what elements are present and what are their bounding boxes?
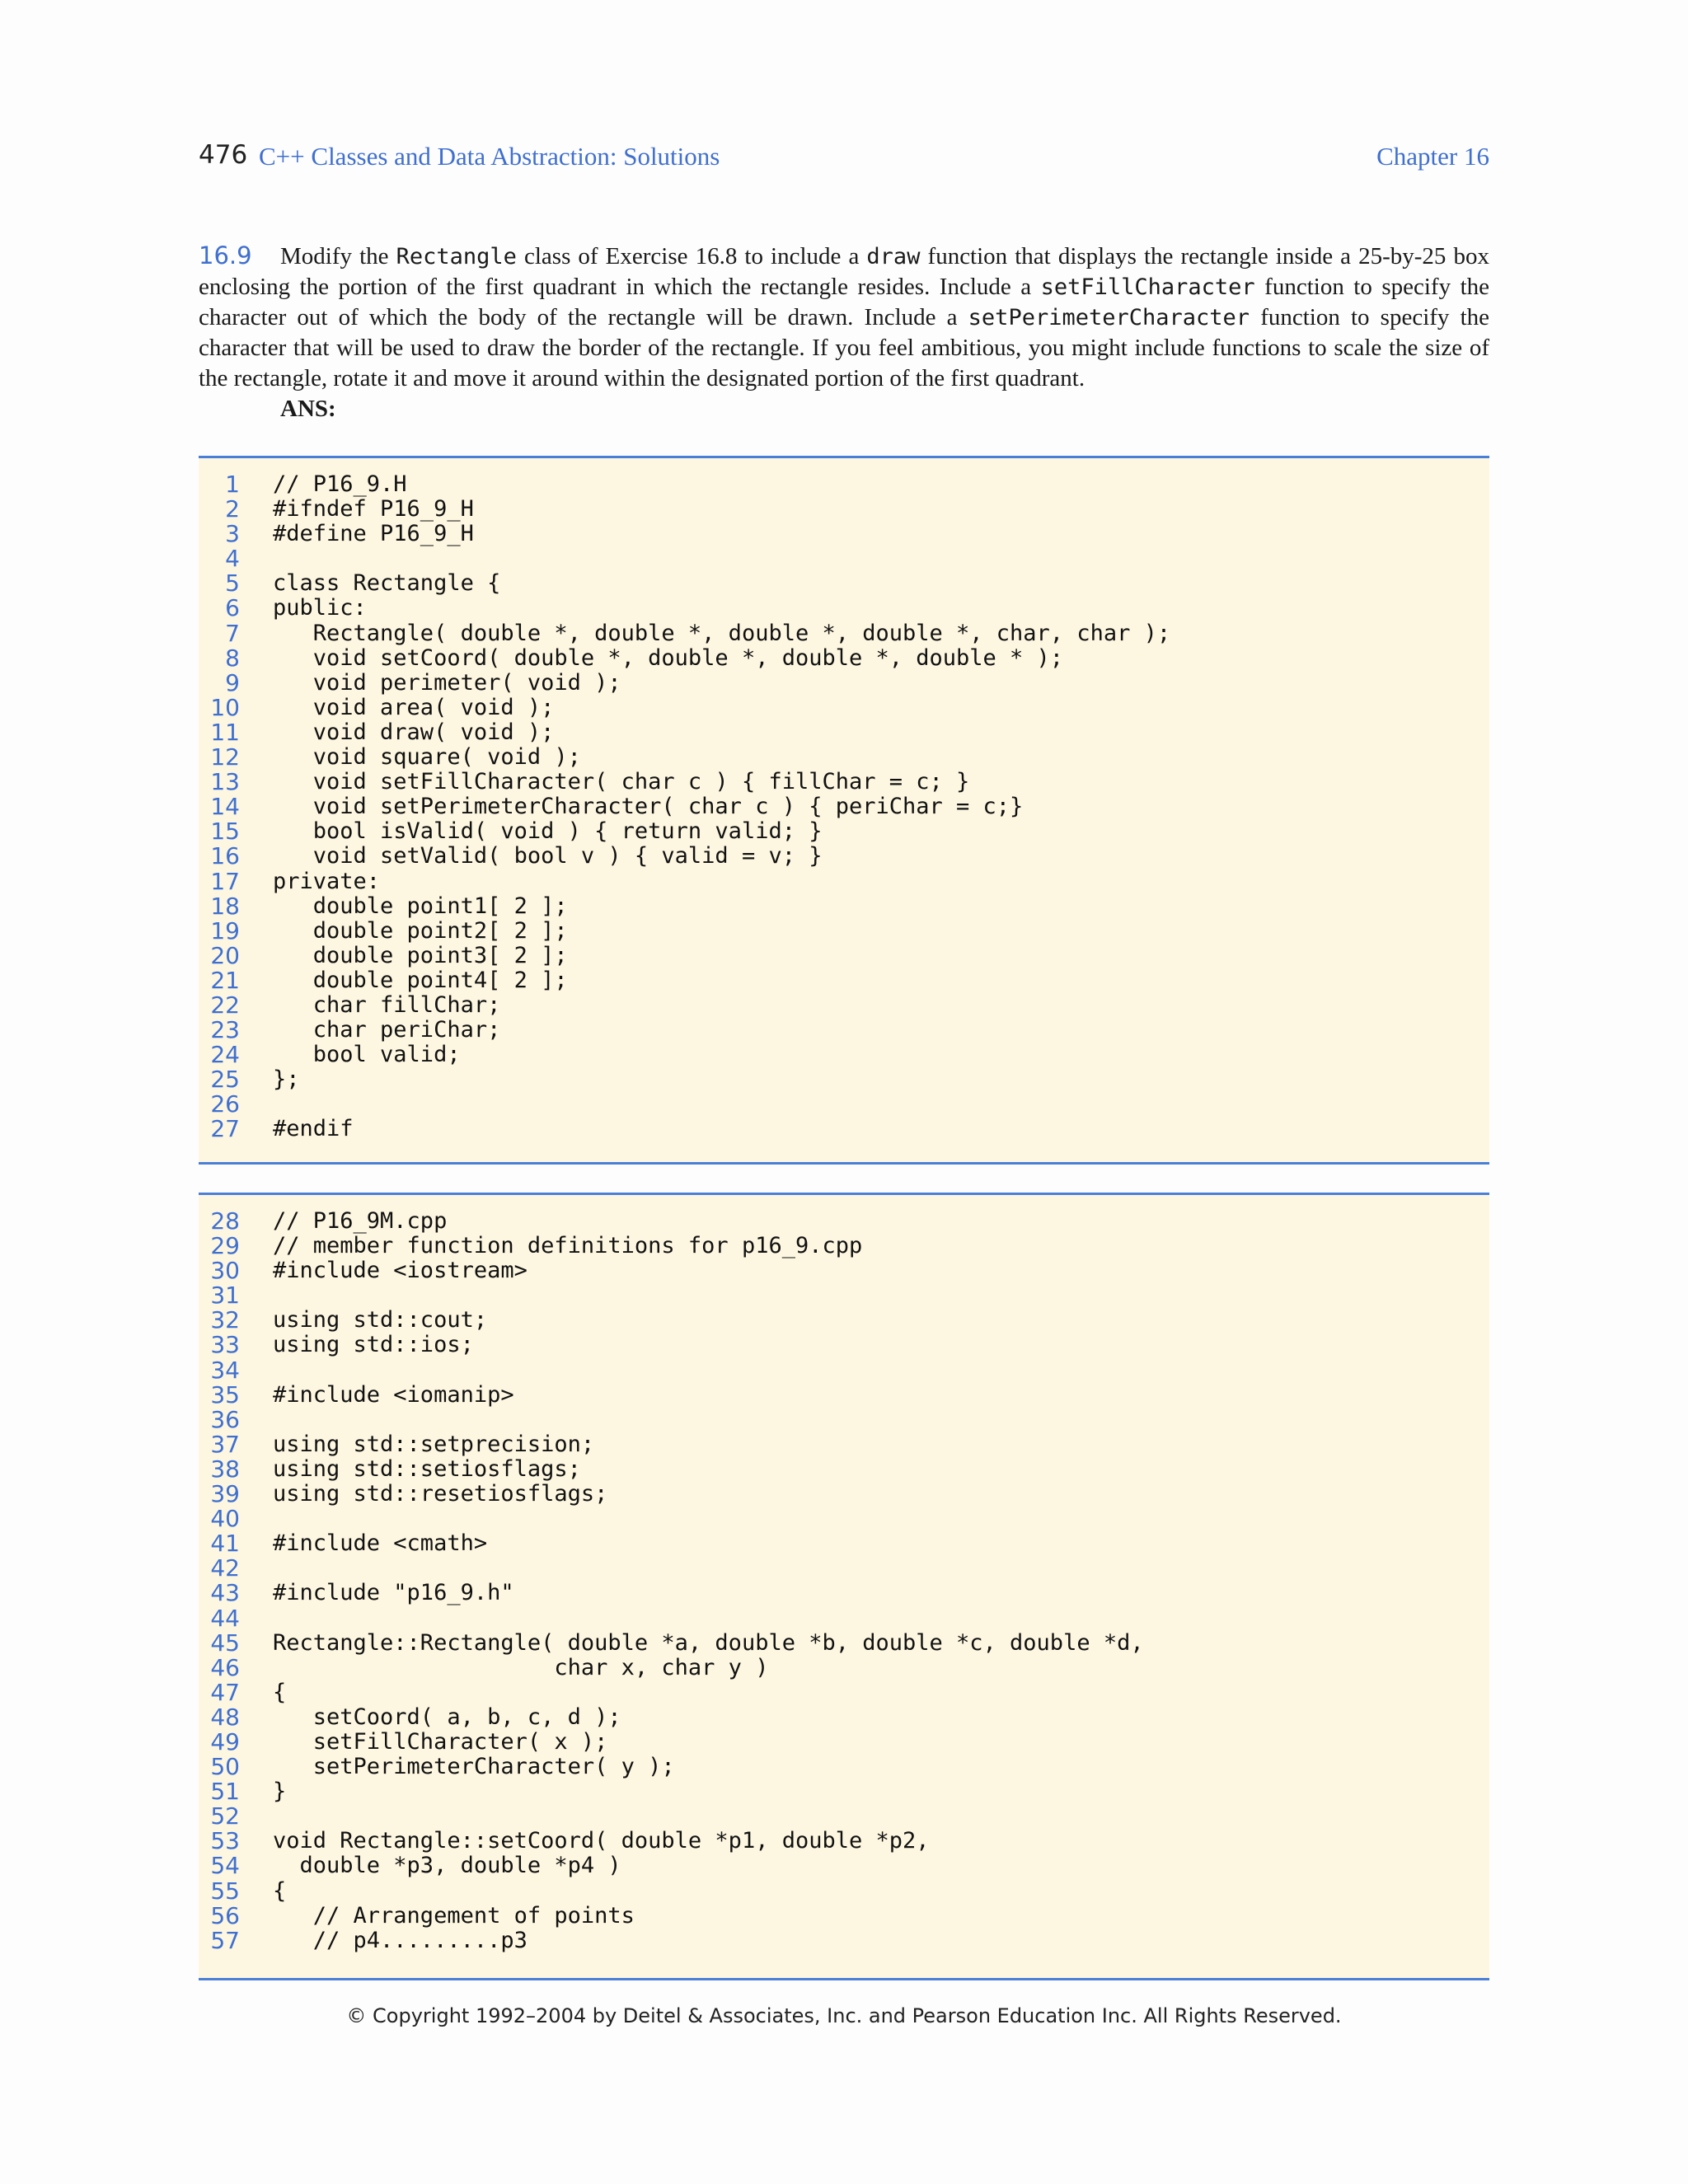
code-line [199,497,1489,522]
code-text: char periChar; [273,1017,501,1043]
prompt-text-5: function to specify the character that will be used to draw the border of the rectangle. If you feel ambitious, you might include functions to scale the size of the rectangle, rotate it and move it around within the designated portion of the first quadrant. [199,304,1490,391]
code-line [199,844,1489,869]
prompt-text-2: class of Exercise 16.8 to include a [516,243,867,269]
line-number: 40 [210,1505,240,1533]
line-number: 31 [210,1282,240,1310]
line-number: 29 [210,1232,240,1260]
line-number: 20 [210,941,240,969]
code-line [199,1283,1489,1308]
line-number: 55 [210,1877,240,1905]
code-line [199,646,1489,671]
line-number: 22 [210,991,240,1019]
code-text: void draw( void ); [273,719,555,745]
line-number: 9 [225,668,240,696]
code-line [199,869,1489,894]
code-text: double *p3, double *p4 ) [273,1853,621,1879]
code-line [199,472,1489,497]
code-text: double point2[ 2 ]; [273,917,568,944]
line-number: 25 [210,1066,240,1094]
line-number: 1 [225,471,240,498]
code-line [199,1209,1489,1234]
line-number: 51 [210,1778,240,1806]
line-number: 38 [210,1455,240,1483]
line-number: 45 [210,1629,240,1657]
code-line [199,1234,1489,1258]
code-block-header-file [199,456,1489,1165]
code-block-member-definitions [199,1193,1489,1980]
line-number: 2 [225,495,240,523]
code-text: }; [273,1066,300,1093]
code-line [199,1482,1489,1507]
code-line [199,1380,1489,1408]
code-line [199,1067,1489,1092]
code-text: Rectangle::Rectangle( double *a, double *b, double *c, double *d, [273,1629,1144,1656]
code-text: setPerimeterCharacter( y ); [273,1754,675,1780]
code-text: // member function definitions for p16_9.cpp [273,1233,863,1259]
code-line [199,1926,1489,1954]
code-line [199,1556,1489,1581]
code-text: void Rectangle::setCoord( double *p1, double *p2, [273,1828,930,1854]
exercise-16-9 [199,241,1489,424]
prompt-text-3: function that displays the rectangle inside a 25-by-25 box enclosing the portion of the first quadrant in which the rectangle resides. Include a [199,243,1489,300]
code-line [199,668,1489,696]
line-number: 30 [210,1257,240,1285]
line-number: 24 [210,1041,240,1069]
code-line [199,1581,1489,1605]
code-text: using std::setiosflags; [273,1455,581,1482]
line-number: 56 [210,1901,240,1929]
code-line [199,596,1489,621]
line-number: 3 [225,520,240,548]
line-number: 44 [210,1604,240,1632]
line-number: 36 [210,1405,240,1433]
code-line [199,1879,1489,1904]
line-number: 5 [225,569,240,598]
code-line [199,1043,1489,1067]
code-line [199,1333,1489,1357]
line-number: 17 [210,867,240,895]
code-line [199,1258,1489,1283]
code-line [199,993,1489,1018]
prompt-text-1: Modify the [280,243,396,269]
code-text: double point3[ 2 ]; [273,942,568,968]
code-line [199,1901,1489,1929]
line-number: 50 [210,1753,240,1781]
line-number: 54 [210,1852,240,1880]
code-text: double point1[ 2 ]; [273,893,568,919]
code-text: double point4[ 2 ]; [273,967,568,993]
code-text: setCoord( a, b, c, d ); [273,1704,621,1730]
code-line [199,941,1489,969]
code-text: #include <cmath> [273,1530,488,1557]
line-number: 41 [210,1530,240,1558]
line-number: 7 [225,619,240,647]
inline-code-setfillcharacter: setFillCharacter [1040,274,1255,300]
page-header [199,140,1489,176]
code-text: void perimeter( void ); [273,669,621,696]
code-line [199,1680,1489,1705]
code-text: #include <iomanip> [273,1381,514,1408]
code-text: using std::cout; [273,1307,488,1333]
line-number: 16 [210,842,240,870]
code-line [199,621,1489,646]
line-number: 49 [210,1727,240,1755]
code-text: class Rectangle { [273,570,501,597]
prompt-text-4: function to specify the character out of which the body of the rectangle will be drawn. Include a [199,274,1489,330]
line-number: 52 [210,1802,240,1830]
line-number: 14 [210,793,240,821]
code-text: void setFillCharacter( char c ) { fillChar = c; } [273,769,970,795]
code-line [199,693,1489,721]
chapter-label: Chapter 16 [1376,142,1489,171]
code-text: #ifndef P16_9_H [273,496,474,523]
code-text: // p4.........p3 [273,1927,528,1953]
code-line [199,1018,1489,1043]
code-line [199,794,1489,819]
code-text: #endif [273,1116,354,1142]
inline-code-draw: draw [866,244,921,269]
code-line [199,1727,1489,1755]
line-number: 35 [210,1380,240,1408]
code-line [199,1653,1489,1681]
code-text: bool isValid( void ) { return valid; } [273,818,823,845]
code-line [199,546,1489,571]
answer-label: ANS: [280,396,336,422]
line-number: 23 [210,1016,240,1044]
chapter-title: C++ Classes and Data Abstraction: Solutions [259,142,720,171]
exercise-prompt [199,241,1489,394]
copyright-footer: © Copyright 1992–2004 by Deitel & Associates, Inc. and Pearson Education Inc. All Rights Reserved. [346,2004,1342,2027]
line-number: 33 [210,1331,240,1359]
code-line [199,1755,1489,1779]
code-line [199,720,1489,745]
code-text: char fillChar; [273,991,501,1018]
code-line [199,1531,1489,1556]
code-text: void setValid( bool v ) { valid = v; } [273,843,823,869]
code-text: using std::setprecision; [273,1431,595,1457]
line-number: 26 [210,1090,240,1118]
code-line [199,522,1489,546]
line-number: 39 [210,1480,240,1508]
code-text: } [273,1779,287,1805]
code-line [199,894,1489,919]
code-line [199,745,1489,770]
code-text: void square( void ); [273,744,581,771]
code-text: char x, char y ) [273,1654,769,1680]
line-number: 10 [210,693,240,721]
code-text: void area( void ); [273,694,555,720]
line-number: 11 [210,718,240,746]
code-line [199,1631,1489,1656]
inline-code-rectangle: Rectangle [396,244,517,269]
code-text: #include "p16_9.h" [273,1580,514,1606]
line-number: 6 [225,594,240,622]
code-text: // Arrangement of points [273,1902,635,1929]
code-text: bool valid; [273,1042,461,1068]
code-line [199,1779,1489,1804]
code-text: void setPerimeterCharacter( char c ) { periChar = c;} [273,794,1024,820]
code-line [199,968,1489,993]
code-line [199,571,1489,596]
line-number: 28 [210,1207,240,1235]
code-line [199,1829,1489,1854]
code-text: #define P16_9_H [273,521,474,547]
code-line [199,1606,1489,1631]
code-line [199,1358,1489,1383]
code-line [199,1457,1489,1482]
line-number: 42 [210,1554,240,1582]
code-text: setFillCharacter( x ); [273,1728,608,1755]
code-line [199,1092,1489,1117]
code-text: // P16_9M.cpp [273,1208,448,1234]
code-line [199,916,1489,944]
code-text: { [273,1877,287,1904]
line-number: 37 [210,1430,240,1458]
line-number: 34 [210,1356,240,1384]
code-text: { [273,1679,287,1705]
line-number: 57 [210,1926,240,1954]
line-number: 8 [225,644,240,672]
code-line [199,1804,1489,1829]
line-number: 47 [210,1678,240,1706]
line-number: 19 [210,916,240,944]
code-line [199,1705,1489,1730]
code-text: void setCoord( double *, double *, double *, double * ); [273,644,1064,671]
line-number: 53 [210,1827,240,1855]
code-line [199,1854,1489,1878]
page-number: 476 [199,140,248,170]
line-number: 46 [210,1653,240,1681]
line-number: 4 [225,545,240,573]
code-line [199,1432,1489,1457]
code-text: #include <iostream> [273,1258,528,1284]
code-line [199,770,1489,794]
line-number: 13 [210,768,240,796]
code-text: private: [273,868,381,894]
line-number: 12 [210,743,240,771]
line-number: 15 [210,818,240,846]
line-number: 21 [210,966,240,994]
exercise-number: 16.9 [199,241,252,269]
line-number: 18 [210,892,240,920]
code-lines [199,472,1489,1142]
code-text: public: [273,595,367,621]
code-text: using std::resetiosflags; [273,1481,608,1507]
code-text: using std::ios; [273,1332,474,1358]
code-line [199,819,1489,844]
code-line [199,1117,1489,1141]
inline-code-setperimetercharacter: setPerimeterCharacter [968,305,1250,330]
code-text: Rectangle( double *, double *, double *, double *, char, char ); [273,620,1171,646]
line-number: 48 [210,1703,240,1731]
code-text: // P16_9.H [273,471,407,497]
code-lines [199,1209,1489,1953]
code-line [199,1308,1489,1333]
line-number: 43 [210,1579,240,1607]
line-number: 32 [210,1306,240,1334]
code-line [199,1405,1489,1433]
line-number: 27 [210,1115,240,1143]
code-line [199,1507,1489,1531]
